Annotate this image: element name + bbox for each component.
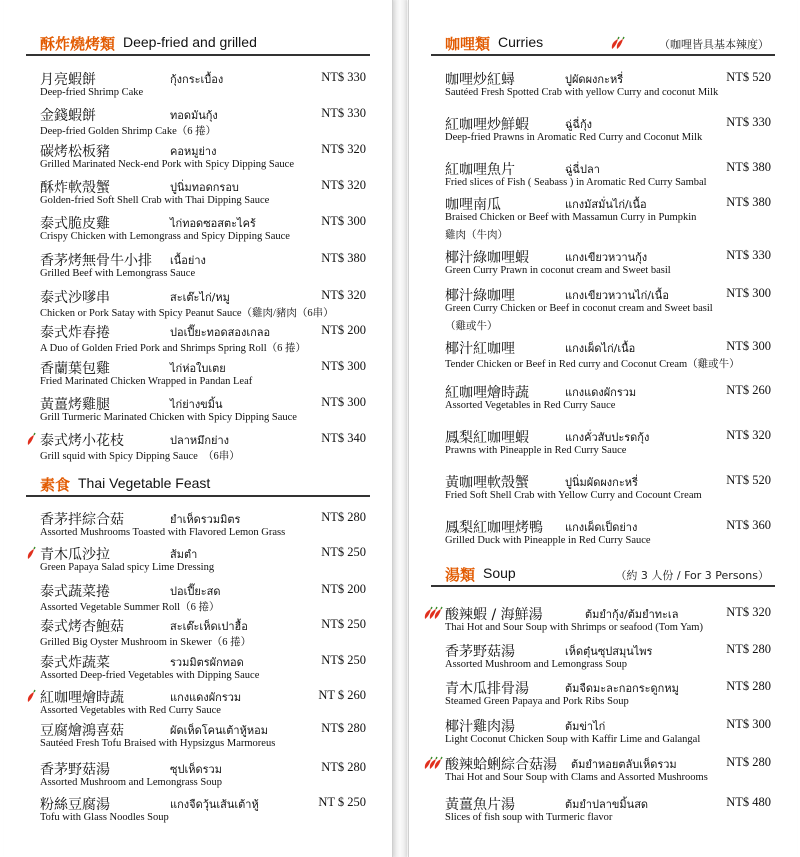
section-title-zh: 酥炸燒烤類 [40,35,116,53]
dish-description-en: Slices of fish soup with Turmeric flavor [445,812,613,823]
dish-name-thai: ต้มจืดมะละกอกระดูกหมู [565,682,679,695]
dish-name-zh: 泰式沙嗲串 [40,290,110,306]
chili-icon [423,756,439,770]
dish-name-thai: ปูนิ่มผัดผงกะหรี่ [565,476,638,489]
menu-item-row [40,686,370,706]
menu-item [429,68,775,104]
dish-price: NT$ 330 [726,248,771,262]
dish-price: NT$ 260 [726,383,771,397]
dish-price: NT$ 320 [321,288,366,302]
left-menu-page [4,0,393,857]
dish-description-en: Braised Chicken or Beef with Massamun Curry in Pumpkin [445,212,697,223]
menu-item [24,286,370,322]
dish-name-zh: 碳烤松板豬 [40,144,110,160]
dish-name-zh: 紅咖哩燴時蔬 [40,690,124,706]
dish-name-thai: ปลาหมึกย่าง [170,434,230,447]
right-menu-page [408,0,797,857]
menu-item-row [40,651,370,671]
dish-description-en: Tofu with Glass Noodles Soup [40,812,169,823]
dish-price: NT$ 320 [726,428,771,442]
dish-price: NT$ 330 [726,115,771,129]
menu-item-row [445,715,775,735]
dish-name-thai: ยำเห็ดรวมมิตร [170,513,241,526]
dish-name-thai: ต้มยำกุ้ง/ต้มยำทะเล [585,608,679,621]
menu-item-row [40,758,370,778]
dish-description-en: Grilled Duck with Pineapple in Red Curry Sauce [445,535,651,546]
dish-name-thai: ฉู่ฉี่ปลา [565,163,600,176]
dish-description-en: Sautéed Fresh Spotted Crab with yellow Curry and coconut Milk [445,87,719,98]
dish-name-thai: สะเต๊ะเห็ดเปาฮื้อ [170,620,248,633]
section-title-en: Deep-fried and grilled [123,34,257,50]
dish-description-en: Sautéed Fresh Tofu Braised with Hypsizgus Marmoreus [40,738,276,749]
dish-name-thai: ต้มยำหอยตลับเห็ดรวม [571,758,677,771]
menu-item [24,719,370,755]
menu-item-row [445,68,775,88]
dish-name-zh: 香茅野菇湯 [445,644,515,660]
dish-name-zh: 香蘭葉包雞 [40,361,110,377]
dish-name-zh: 泰式烤小花枝 [40,433,124,449]
dish-price: NT$ 250 [321,653,366,667]
dish-name-thai: แกงแดงผักรวม [565,386,637,399]
dish-name-zh: 紅咖哩魚片 [445,162,515,178]
menu-item-row [445,677,775,697]
section-title-zh: 湯類 [445,566,476,584]
dish-name-zh: 椰汁雞肉湯 [445,719,515,735]
dish-description-en: Deep-fried Prawns in Aromatic Red Curry and Coconut Milk [445,132,703,143]
menu-item [24,651,370,687]
dish-name-thai: ต้มยำปลาขมิ้นสด [565,798,649,811]
dish-price: NT$ 320 [321,178,366,192]
menu-item [429,677,775,713]
dish-price: NT$ 300 [321,359,366,373]
menu-item-row [445,113,775,133]
menu-item [429,193,775,241]
dish-name-thai: แกงจืดวุ้นเส้นเต้าหู้ [170,798,259,811]
menu-item-row [445,753,775,773]
menu-item [24,104,370,140]
dish-price: NT$ 300 [726,717,771,731]
dish-price: NT$ 250 [321,617,366,631]
dish-name-thai: แกงเผ็ดเป็ดย่าง [565,521,638,534]
dish-description-en: Thai Hot and Sour Soup with Shrimps or seafood (Tom Yam) [445,622,703,633]
dish-price: NT$ 380 [321,251,366,265]
dish-name-zh: 黃薑魚片湯 [445,797,515,813]
dish-name-thai: ซุปเห็ดรวม [170,763,222,776]
dish-name-zh: 泰式炸蔬菜 [40,655,110,671]
dish-name-thai: ปูนิ่มทอดกรอบ [170,181,239,194]
dish-description-en: Green Curry Prawn in coconut cream and Sweet basil [445,265,671,276]
menu-item-row [445,516,775,536]
dish-price: NT$ 200 [321,323,366,337]
menu-item-row [445,193,775,213]
dish-price: NT $ 250 [318,795,366,809]
menu-item-row [40,719,370,739]
chili-icon [423,606,439,620]
dish-description-en: Grilled Big Oyster Mushroom in Skewer（6 捲） [40,637,252,648]
dish-price: NT$ 520 [726,70,771,84]
dish-name-thai: เนื้อย่าง [170,254,206,267]
dish-description-en: Thai Hot and Sour Soup with Clams and Assorted Mushrooms [445,772,708,783]
dish-name-zh: 泰式炸春捲 [40,325,110,341]
menu-item [24,140,370,176]
menu-item [24,68,370,104]
dish-name-thai: ปอเปี๊ยะสด [170,585,221,598]
dish-name-thai: แกงเผ็ดไก่/เนื้อ [565,342,636,355]
dish-description-en: Assorted Mushroom and Lemongrass Soup [445,659,627,670]
dish-name-thai: แกงคั่วสับปะรดกุ้ง [565,431,650,444]
dish-name-thai: ไก่ย่างขมิ้น [170,398,223,411]
dish-description-en: Grilled Beef with Lemongrass Sauce [40,268,196,279]
dish-price: NT$ 280 [726,755,771,769]
dish-description-en: Grill Turmeric Marinated Chicken with Spicy Dipping Sauce [40,412,297,423]
dish-name-thai: เห็ดตุ๋นซุปสมุนไพร [565,645,653,658]
dish-name-zh: 黃咖哩軟殼蟹 [445,475,529,491]
dish-description-en: Assorted Vegetables in Red Curry Sauce [445,400,616,411]
menu-item [429,753,775,789]
section-header [26,473,370,497]
chili-icon [610,35,625,54]
menu-item [24,793,370,829]
menu-item [429,603,775,639]
dish-name-zh: 酥炸軟殼蟹 [40,180,110,196]
menu-item-row [445,381,775,401]
menu-item [429,284,775,332]
dish-price: NT$ 320 [726,605,771,619]
section-header [431,32,775,56]
menu-item-row [40,104,370,124]
menu-item-row [445,603,775,623]
dish-name-zh: 酸辣蛤蜊綜合菇湯 [445,757,557,773]
dish-name-thai: ปูผัดผงกะหรี่ [565,73,624,86]
menu-item [429,471,775,507]
dish-description-en: A Duo of Golden Fried Pork and Shrimps Spring Roll（6 捲） [40,343,307,354]
menu-item [24,429,370,465]
menu-item [429,516,775,552]
dish-name-zh: 泰式脆皮雞 [40,216,110,232]
menu-item [24,249,370,285]
menu-item [429,246,775,282]
dish-price: NT$ 280 [726,642,771,656]
dish-name-zh: 豆腐燴鴻喜菇 [40,723,124,739]
dish-name-thai: ต้มข่าไก่ [565,720,606,733]
menu-item-row [40,615,370,635]
dish-description-en: Golden-fried Soft Shell Crab with Thai Dipping Sauce [40,195,270,206]
menu-item-row [40,393,370,413]
dish-description-en: Steamed Green Papaya and Pork Ribs Soup [445,696,629,707]
section-note: （約 3 人份 / For 3 Persons） [615,569,769,582]
dish-name-zh: 紅咖哩燴時蔬 [445,385,529,401]
dish-description-en: Green Curry Chicken or Beef in coconut cream and Sweet basil [445,303,713,314]
menu-item-row [445,640,775,660]
dish-name-zh: 粉絲豆腐湯 [40,797,110,813]
dish-price: NT$ 320 [321,142,366,156]
menu-item-row [445,337,775,357]
dish-name-zh: 香茅拌綜合菇 [40,512,124,528]
dish-price: NT$ 360 [726,518,771,532]
dish-price: NT$ 520 [726,473,771,487]
dish-name-thai: ทอดมันกุ้ง [170,109,218,122]
menu-item [24,758,370,794]
dish-name-zh: 椰汁綠咖哩蝦 [445,250,529,266]
menu-item [24,508,370,544]
menu-item-row [445,793,775,813]
dish-name-thai: คอหมูย่าง [170,145,217,158]
dish-name-thai: กุ้งกระเบื้อง [170,73,224,86]
menu-item-row [40,357,370,377]
menu-item [24,176,370,212]
dish-name-zh: 鳳梨紅咖哩蝦 [445,430,529,446]
menu-item-row [40,508,370,528]
menu-item-row [445,246,775,266]
dish-name-thai: ส้มตำ [170,548,198,561]
dish-name-zh: 泰式蔬菜捲 [40,584,110,600]
menu-item [429,793,775,829]
menu-item [24,212,370,248]
dish-name-thai: แกงแดงผักรวม [170,691,242,704]
dish-price: NT$ 300 [726,339,771,353]
section-header [431,563,775,587]
dish-name-zh: 青木瓜沙拉 [40,547,110,563]
menu-item-row [445,284,775,304]
menu-item-row [445,471,775,491]
menu-item [429,381,775,417]
dish-name-thai: แกงเขียวหวานไก่/เนื้อ [565,289,669,302]
dish-description-en: Light Coconut Chicken Soup with Kaffir Lime and Galangal [445,734,701,745]
dish-price: NT$ 300 [726,286,771,300]
dish-name-zh: 香茅野菇湯 [40,762,110,778]
menu-item-row [40,212,370,232]
dish-price: NT$ 330 [321,70,366,84]
dish-price: NT$ 280 [321,760,366,774]
dish-description-en: Assorted Vegetable Summer Roll（6 捲） [40,602,220,613]
menu-item-row [40,286,370,306]
dish-description-en: Crispy Chicken with Lemongrass and Spicy Dipping Sauce [40,231,290,242]
menu-item-row [40,429,370,449]
section-title-en: Thai Vegetable Feast [78,475,211,491]
dish-price: NT$ 200 [321,582,366,596]
dish-name-zh: 金錢蝦餅 [40,108,96,124]
menu-item-row [445,426,775,446]
section-title-en: Soup [483,565,516,581]
menu-item [429,715,775,751]
menu-item [24,357,370,393]
dish-name-zh: 鳳梨紅咖哩烤鴨 [445,520,543,536]
dish-price: NT$ 380 [726,160,771,174]
dish-price: NT$ 340 [321,431,366,445]
dish-name-zh: 黃薑烤雞腿 [40,397,110,413]
dish-price: NT$ 380 [726,195,771,209]
menu-item [24,543,370,579]
dish-price: NT $ 260 [318,688,366,702]
dish-description-en: Grill squid with Spicy Dipping Sauce （6串） [40,451,240,462]
menu-item [429,158,775,194]
section-title-en: Curries [498,34,544,50]
menu-item-row [40,68,370,88]
dish-name-zh: 酸辣蝦 / 海鮮湯 [445,607,543,623]
dish-name-thai: รวมมิตรผักทอด [170,656,244,669]
menu-item-row [40,176,370,196]
section-title-zh: 咖哩類 [445,35,491,53]
dish-description-en: Assorted Deep-fried Vegetables with Dipping Sauce [40,670,260,681]
menu-item [24,321,370,357]
dish-name-zh: 椰汁紅咖哩 [445,341,515,357]
dish-name-zh: 月亮蝦餅 [40,72,96,88]
dish-name-thai: ไก่ทอดซอสตะไคร้ [170,217,256,230]
dish-description-en: Chicken or Pork Satay with Spicy Peanut Sauce（雞肉/豬肉（6串） [40,308,334,319]
menu-item [24,393,370,429]
dish-description-en: Prawns with Pineapple in Red Curry Sauce [445,445,627,456]
dish-name-zh: 紅咖哩炒鮮蝦 [445,117,529,133]
dish-description-en: Deep-fried Shrimp Cake [40,87,144,98]
dish-name-thai: แกงเขียวหวานกุ้ง [565,251,648,264]
dish-price: NT$ 300 [321,214,366,228]
dish-description-en: Grilled Marinated Neck-end Pork with Spicy Dipping Sauce [40,159,294,170]
dish-description-en: Fried Soft Shell Crab with Yellow Curry and Cocount Cream [445,490,702,501]
dish-description-en: Assorted Mushrooms Toasted with Flavored Lemon Grass [40,527,286,538]
dish-price: NT$ 280 [321,510,366,524]
menu-item-row [40,580,370,600]
menu-item-row [40,793,370,813]
dish-name-thai: สะเต๊ะไก่/หมู [170,291,230,304]
menu-item [24,686,370,722]
dish-name-zh: 青木瓜排骨湯 [445,681,529,697]
dish-name-zh: 椰汁綠咖哩 [445,288,515,304]
dish-name-zh: 香茅烤無骨牛小排 [40,253,152,269]
dish-description-en: Assorted Mushroom and Lemongrass Soup [40,777,222,788]
dish-price: NT$ 280 [321,721,366,735]
menu-item [429,426,775,462]
dish-name-thai: ฉู่ฉี่กุ้ง [565,118,593,131]
menu-item-row [40,140,370,160]
menu-item [429,337,775,373]
menu-item-row [445,158,775,178]
menu-item [429,640,775,676]
dish-name-thai: แกงมัสมั่นไก่/เนื้อ [565,198,647,211]
dish-price: NT$ 480 [726,795,771,809]
dish-name-zh: 咖哩南瓜 [445,197,501,213]
dish-name-zh: 咖哩炒紅蟳 [445,72,515,88]
dish-description-en: Assorted Vegetables with Red Curry Sauce [40,705,221,716]
menu-item [429,113,775,149]
dish-description-en: Deep-fried Golden Shrimp Cake（6 捲） [40,126,217,137]
menu-item-row [40,543,370,563]
menu-item-row [40,321,370,341]
menu-item-row [40,249,370,269]
section-header [26,32,370,56]
dish-price: NT$ 250 [321,545,366,559]
menu-item [24,615,370,651]
dish-price: NT$ 280 [726,679,771,693]
section-note: （咖哩皆具基本辣度） [659,38,769,51]
dish-name-thai: ไก่ห่อใบเตย [170,362,226,375]
dish-name-thai: ปอเปี๊ยะทอดสองเกลอ [170,326,271,339]
dish-price: NT$ 300 [321,395,366,409]
menu-item [24,580,370,616]
dish-price: NT$ 330 [321,106,366,120]
dish-extra-note: （雞或牛） [445,320,498,332]
dish-description-en: Fried Marinated Chicken Wrapped in Pandan Leaf [40,376,253,387]
dish-description-en: Green Papaya Salad spicy Lime Dressing [40,562,215,573]
section-title-zh: 素食 [40,476,71,494]
dish-description-en: Tender Chicken or Beef in Red curry and Coconut Cream（雞或牛） [445,359,740,370]
dish-name-thai: ผัดเห็ดโคนเต้าหู้หอม [170,724,268,737]
dish-name-zh: 泰式烤杏鮑菇 [40,619,124,635]
page-gutter [393,0,407,857]
dish-extra-note: 雞肉（牛肉） [445,229,508,241]
dish-description-en: Fried slices of Fish ( Seabass ) in Aromatic Red Curry Sambal [445,177,707,188]
